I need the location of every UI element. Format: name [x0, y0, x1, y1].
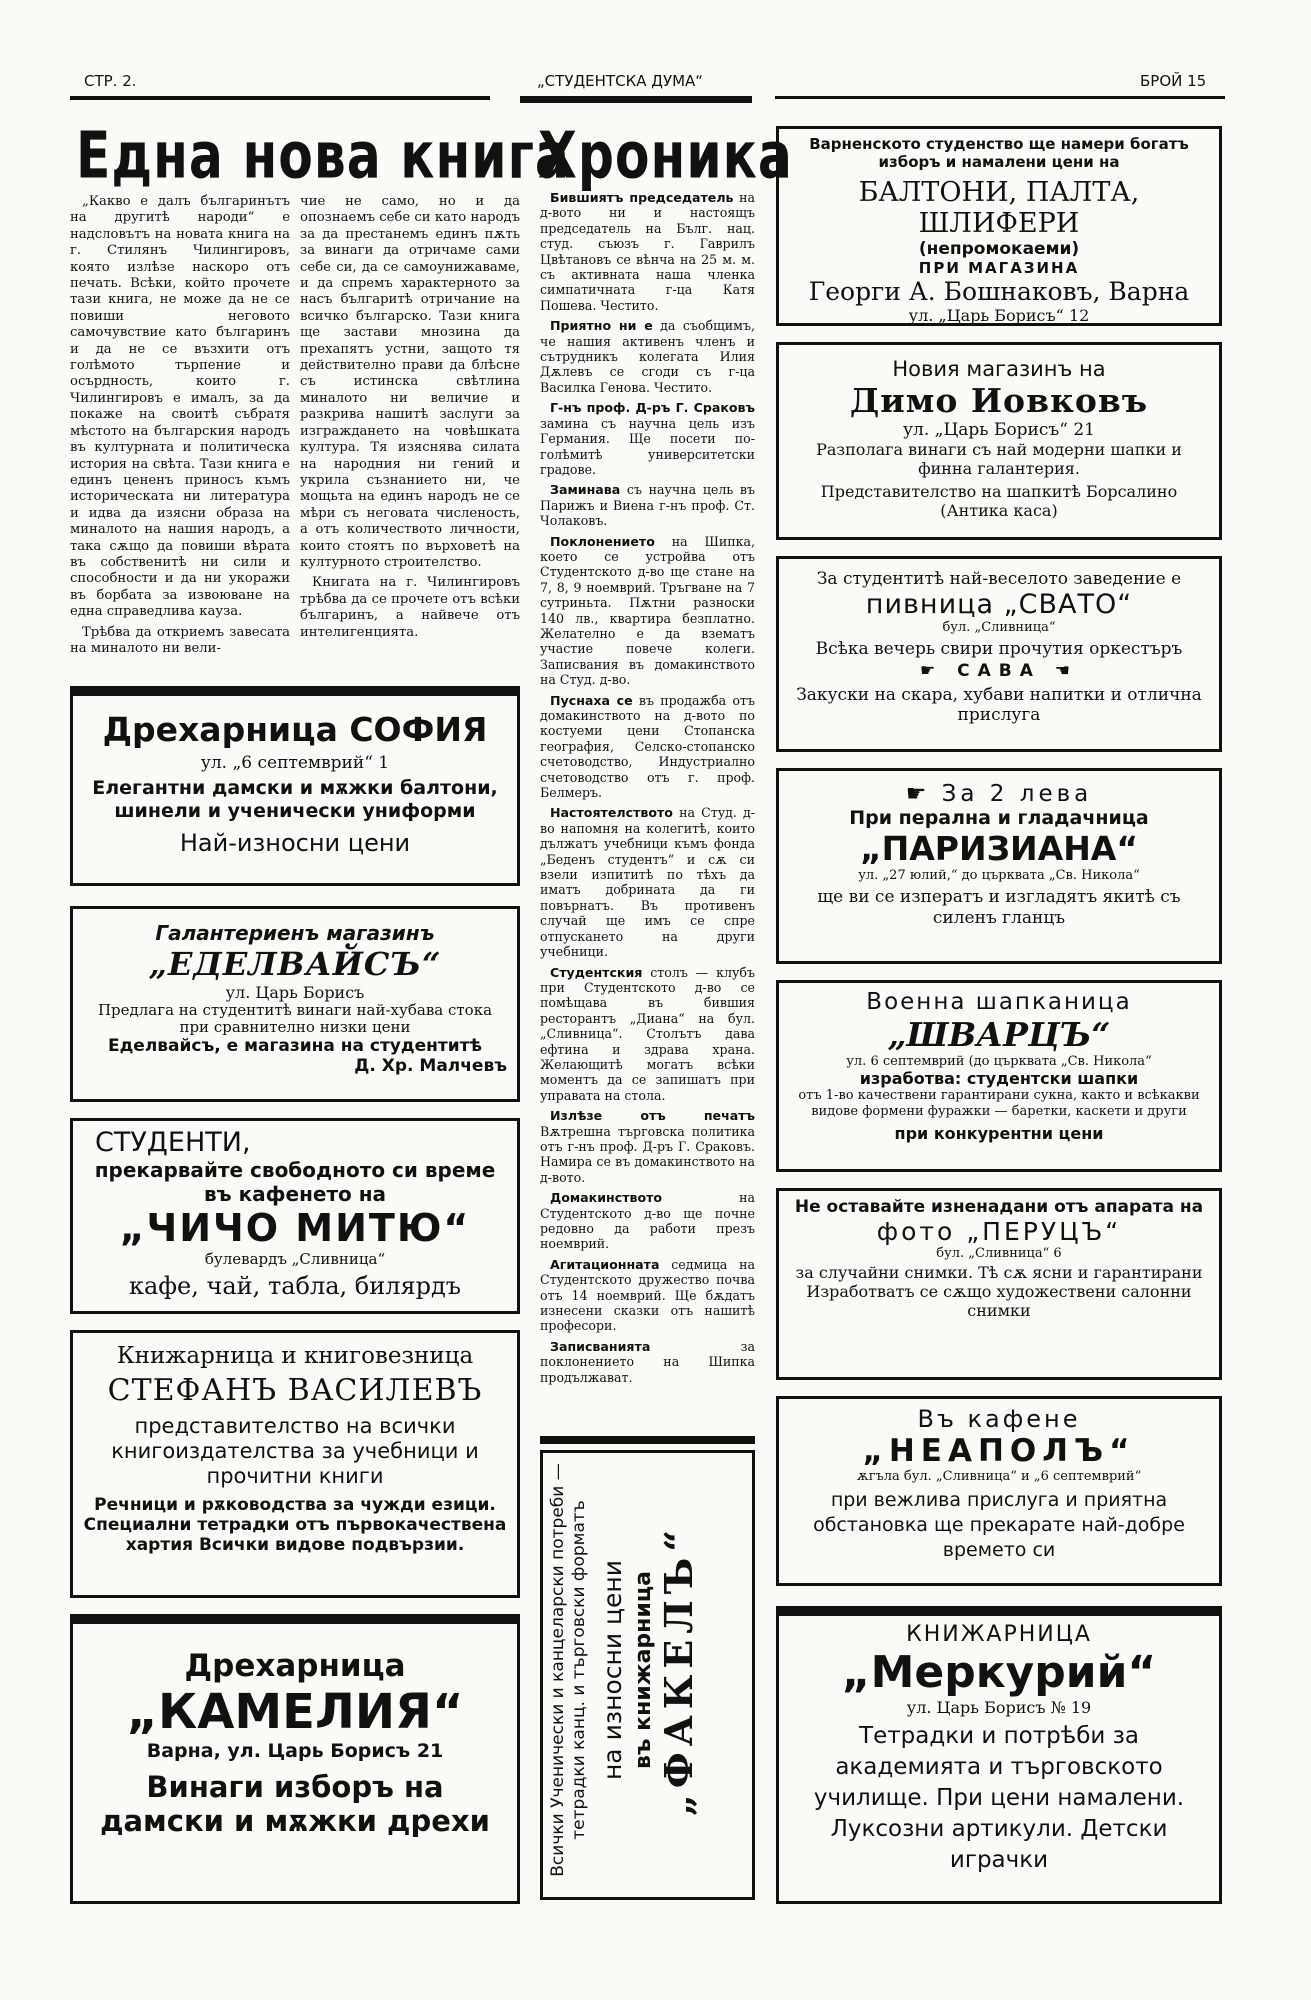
ad-merkurii: [776, 1606, 1222, 1904]
ad-text: Винаги изборъ на дамски и мѫжки дрехи: [100, 1770, 490, 1838]
header-rule-left: [70, 96, 490, 100]
ad-text: Представителство на шапкитѣ Борсалино (Антика каса): [820, 482, 1178, 520]
ad-text: при конкурентни цени: [894, 1124, 1104, 1143]
ad-name: „ПАРИЗИАНА“: [859, 829, 1139, 868]
ad-peruts: [776, 1188, 1222, 1380]
ad-name: Георги А. Бошнаковъ, Варна: [808, 277, 1190, 306]
ad-text: при вежлива прислуга и приятна обстановка ще прекарате най-добре времето си: [813, 1489, 1185, 1561]
ad-fakel: [540, 1450, 755, 1900]
ad-address: бул. „Сливница“: [942, 620, 1056, 635]
article-column-1: [70, 194, 290, 679]
ad-address: ул. „27 юлий,“ до църквата „Св. Никола“: [858, 868, 1140, 883]
chronicle-item: Излѣзе отъ печатъ Вѫтрешна търговска политика отъ г-нъ проф. Д-ръ Г. Сраковъ. Намира се въ домакинството на д-вото.: [540, 1108, 755, 1185]
ad-parisiana: [776, 768, 1222, 964]
ad-name: „КАМЕЛИЯ“: [126, 1684, 464, 1740]
chronicle-item: Настоятелството на Студ. д-во напомня на колегитѣ, които дължатъ учебници къмъ фонда „Беденъ студентъ“ и сѫ си взели изпититѣ по тѣхъ да иматъ добрината да ги повърнатъ. Въ противенъ случай ще имъ се спре отпускането на други учебници.: [540, 805, 755, 960]
article-paragraph: Книгата на г. Чилингировъ трѣбва да се прочете отъ всѣки българинъ, а найвече отъ интелигенцията.: [300, 575, 520, 640]
ad-text: Еделвайсъ, е магазина на студентитѣ: [107, 1036, 483, 1056]
ad-text: Всѣка вечерь свири прочутия оркестъръ: [815, 639, 1183, 659]
chronicle-item: Агитационната седмица на Студентското дружество почва отъ 14 ноемврий. Ще бѫдатъ изнесени сказки отъ нашитѣ професори.: [540, 1256, 755, 1334]
ad-text: (непромокаеми): [918, 239, 1080, 259]
ad-text: представителство на всички книгоиздателства за учебници и прочитни книги: [111, 1414, 479, 1488]
page-number: СТР. 2.: [84, 72, 137, 90]
chronicle-column: [540, 190, 755, 1430]
ad-text: При перална и гладачница: [849, 807, 1149, 829]
ad-svato: [776, 556, 1222, 752]
ad-text: Елегантни дамски и мѫжки балтони, шинели и ученически униформи: [92, 777, 498, 822]
ad-text: за случайни снимки. Тѣ сѫ ясни и гарантирани: [795, 1263, 1203, 1282]
chronicle-item: Записванията за поклонението на Шипка продължават.: [540, 1338, 755, 1385]
ad-name: Димо Иовковъ: [849, 381, 1149, 420]
ad-title: Галантериенъ магазинъ: [155, 921, 435, 945]
ad-address: ул. Царь Борисъ № 19: [906, 1698, 1092, 1717]
ad-text: Всички Ученически и канцеларски потреби — тетрадки канц. и търговски форматъ: [548, 1463, 589, 1877]
ad-title: Военна шапканица: [866, 989, 1132, 1015]
ad-text: отъ 1-во качествени гарантирани сукна, както и всѣкакви видове формени фуражки — баретки, каскети и други: [798, 1088, 1200, 1119]
ad-title: Въ кафене: [917, 1405, 1081, 1433]
ad-address: ул. „Царь Борисъ“ 12: [908, 306, 1090, 325]
ad-title: ☛ За 2 лева: [905, 781, 1093, 807]
ad-text: изработва: студентски шапки: [859, 1069, 1139, 1088]
ad-title: СТУДЕНТИ,: [95, 1127, 251, 1158]
article-paragraph: Трѣбва да откриемъ завесата на миналото ни вели-: [70, 624, 290, 656]
issue-number: БРОЙ 15: [1140, 72, 1207, 90]
chronicle-item: Поклонението на Шипка, което се устройва отъ Студентското д-во ще стане на 7, 8, 9 ноемврий. Тръгване на 7 сутриньта. Пѫтни разноски 140 лв., квартира безплатно. Желателно е да взематъ участие повече колеги. Записвания въ домакинството на Студ. д-во.: [540, 533, 755, 688]
ad-name: „ФАКЕЛЪ“: [656, 1523, 701, 1817]
ad-address: ул. „6 септемврий“ 1: [200, 753, 390, 773]
header-rule-center: [520, 96, 752, 103]
ad-name: „ЧИЧО МИТЮ“: [119, 1206, 471, 1250]
ad-owner: Д. Хр. Малчевъ: [354, 1056, 507, 1076]
ad-text: ще ви се изператъ и изгладятъ якитѣ съ силенъ гланцъ: [817, 887, 1181, 928]
ad-address: ул. Царь Борисъ: [225, 983, 365, 1002]
ad-title: Дрехарница СОФИЯ: [102, 710, 488, 749]
pointing-hand-icon: ☚: [1040, 661, 1079, 681]
fakel-top-rule: [540, 1436, 755, 1444]
ad-text: Най-износни цени: [179, 829, 411, 857]
ad-address: бул. „Сливница“ 6: [936, 1246, 1062, 1261]
ad-name: „ЕДЕЛВАЙСЪ“: [148, 945, 442, 983]
ad-kamelia: [70, 1614, 520, 1904]
ad-text: Не оставайте изненадани отъ апарата на: [794, 1197, 1204, 1217]
pointing-hand-icon: ☛: [919, 661, 958, 681]
chronicle-item: Заминава съ научна цель въ Парижъ и Виена г-нъ проф. Ст. Чолаковъ.: [540, 482, 755, 529]
ad-text: Изработватъ се сѫщо художествени салонни снимки: [806, 1282, 1192, 1320]
ad-title: БАЛТОНИ, ПАЛТА, ШЛИФЕРИ: [858, 177, 1140, 239]
chronicle-item: Студентския столъ — клубъ при Студентското д-во се помѣщава въ бившия ресторантъ „Диана“ на бул. „Сливница“. Столътъ дава ефтина и здрава храна. Желающитѣ могатъ всѣки моментъ да се запишатъ при управата на стола.: [540, 964, 755, 1103]
ad-stefan-vasilev: [70, 1330, 520, 1598]
article-title: Една нова книга: [76, 118, 570, 194]
ad-text: Варненското студенство ще намери богатъ изборъ и намалени цени на: [809, 135, 1189, 171]
ad-drehanica-sofia: [70, 686, 520, 886]
ad-name: пивница „СВАТО“: [865, 589, 1133, 620]
ad-address: ул. „Царь Борисъ“ 21: [903, 420, 1095, 440]
ad-title: Книжарница и книговезница: [116, 1343, 474, 1369]
ad-shvarts: [776, 980, 1222, 1172]
ad-text: кафе, чай, табла, билярдъ: [128, 1272, 462, 1300]
ad-text: на износни цени: [598, 1559, 627, 1781]
ad-address: Варна, ул. Царь Борисъ 21: [146, 1740, 444, 1762]
article-paragraph: „Какво е далъ българинътъ на другитѣ народи“ е надсловътъ на новата книга на г. Стилянъ Чилингировъ, която излѣзе наскоро отъ печать. Всѣки, който прочете тази книга, не може да не се повиши неговото самочувствие като българинъ и да не се възхити отъ голѣмото търпение и осърдность, които г. Чилингировъ е ималъ, за да покаже на своитѣ събратя мѣстото на българския народъ въ културната и политическа история на свѣта. Тази книга е единъ цененъ приносъ къмъ историческата ни литература и идва да изясни образа на миналото на нашия народъ, а така сѫщо да повиши вѣрата въ собственитѣ ни сили и способности и да ни укоражи въ борбата за извоюване на една справедлива кауза.: [70, 194, 290, 620]
ad-name: ☛ САВА ☚: [919, 661, 1079, 681]
ad-iovkov: [776, 342, 1222, 540]
ad-text: въ книжарница: [631, 1571, 656, 1769]
ad-text: Разполага винаги съ най модерни шапки и финна галантерия.: [816, 440, 1182, 478]
ad-title: Новия магазинъ на: [892, 357, 1106, 381]
chronicle-item: Пуснаха се въ продажба отъ домакинството на д-вото по костуеми цени Стопанска география, Селско-стопанско счетоводство, Индустриално счетоводство отъ г. проф. Белмеръ.: [540, 692, 755, 801]
ad-boshnakov: [776, 126, 1222, 326]
chronicle-title: Хроника: [538, 118, 793, 194]
article-column-2: [300, 194, 520, 679]
chronicle-item: Приятно ни е да съобщимъ, че нашия активенъ членъ и сътрудникъ колегата Илия Дѫлевъ се сгоди съ г-ца Василка Генова. Честито.: [540, 318, 755, 395]
article-paragraph: чие не само, но и да опознаемъ себе си като народъ за да престанемъ единъ пѫть за винаги да отричаме сами себе си, да се самоунижаваме, и да спремъ характерното за насъ българитѣ отричание на всичко българско. Тази книга ще застави мнозина да прехапятъ устни, защото тя действително прави да блѣсне съ истинска свѣтлина миналото ни величие и разкрива нашитѣ заслуги за изграждането на човѣшката култура. Тя изяснява силата на народния ни гений и укрила съзнанието ни, че мощьта на единъ народъ не се мѣри съ неговата численость, а отъ количеството личности, които стоятъ по върховетѣ на културното строителство.: [300, 194, 520, 570]
pointing-hand-icon: ☛: [905, 781, 942, 807]
ad-edelvais: [70, 906, 520, 1102]
newspaper-name: „СТУДЕНТСКА ДУМА“: [536, 72, 704, 90]
ad-text: За студентитѣ най-веселото заведение е: [816, 569, 1182, 589]
chronicle-item: Бившиятъ председатель на д-вото ни и настоящъ председатель на Бълг. нац. студ. съюзъ г. Гаврилъ Цвѣтановъ се вѣнча на 25 м. м. съ активната наша членка симпатичната г-ца Катя Пошева. Честито.: [540, 190, 755, 313]
ad-name: „НЕАПОЛЪ“: [862, 1433, 1136, 1469]
ad-text: Закуски на скара, хубави напитки и отлична прислуга: [796, 685, 1202, 725]
ad-address: ул. 6 септемврий (до църквата „Св. Никола“: [846, 1054, 1152, 1069]
ad-address: булевардъ „Сливница“: [204, 1250, 386, 1268]
ad-neapol: [776, 1396, 1222, 1586]
ad-title: Дрехарница: [184, 1648, 406, 1684]
ad-text: Предлага на студентитѣ винаги най-хубава стока при сравнително низки цени: [97, 1001, 493, 1036]
ad-name: фото „ПЕРУЦЪ“: [876, 1217, 1122, 1246]
ad-text: прекарвайте свободното си време въ кафенето на: [94, 1158, 496, 1206]
ad-address: ѫгъла бул. „Сливница“ и „6 септемврий“: [856, 1469, 1142, 1484]
ad-fakel-rotated: [538, 1455, 758, 1885]
ad-chicho-mitiu: [70, 1118, 520, 1314]
ad-title: КНИЖАРНИЦА: [906, 1622, 1092, 1647]
ad-text: Речници и рѫководства за чужди езици. Специални тетрадки отъ първокачествена хартия Всички видове подвързии.: [83, 1495, 507, 1555]
ad-text: Тетрадки и потрѣби за академията и търговското училище. При цени намалени. Луксозни артикули. Детски играчки: [813, 1723, 1185, 1873]
ad-name: „ШВАРЦЪ“: [887, 1015, 1111, 1054]
chronicle-item: Г-нъ проф. Д-ръ Г. Сраковъ замина съ научна цель изъ Германия. Ще посети по-голѣмитѣ университетски градове.: [540, 400, 755, 477]
header-rule-right: [775, 96, 1225, 99]
ad-name: СТЕФАНЪ ВАСИЛЕВЪ: [107, 1373, 483, 1408]
chronicle-item: Домакинството на Студентското д-во ще почне редовно да работи презъ ноемврий.: [540, 1190, 755, 1252]
ad-text: ПРИ МАГАЗИНА: [918, 259, 1080, 277]
ad-name: „Меркурий“: [841, 1647, 1157, 1698]
